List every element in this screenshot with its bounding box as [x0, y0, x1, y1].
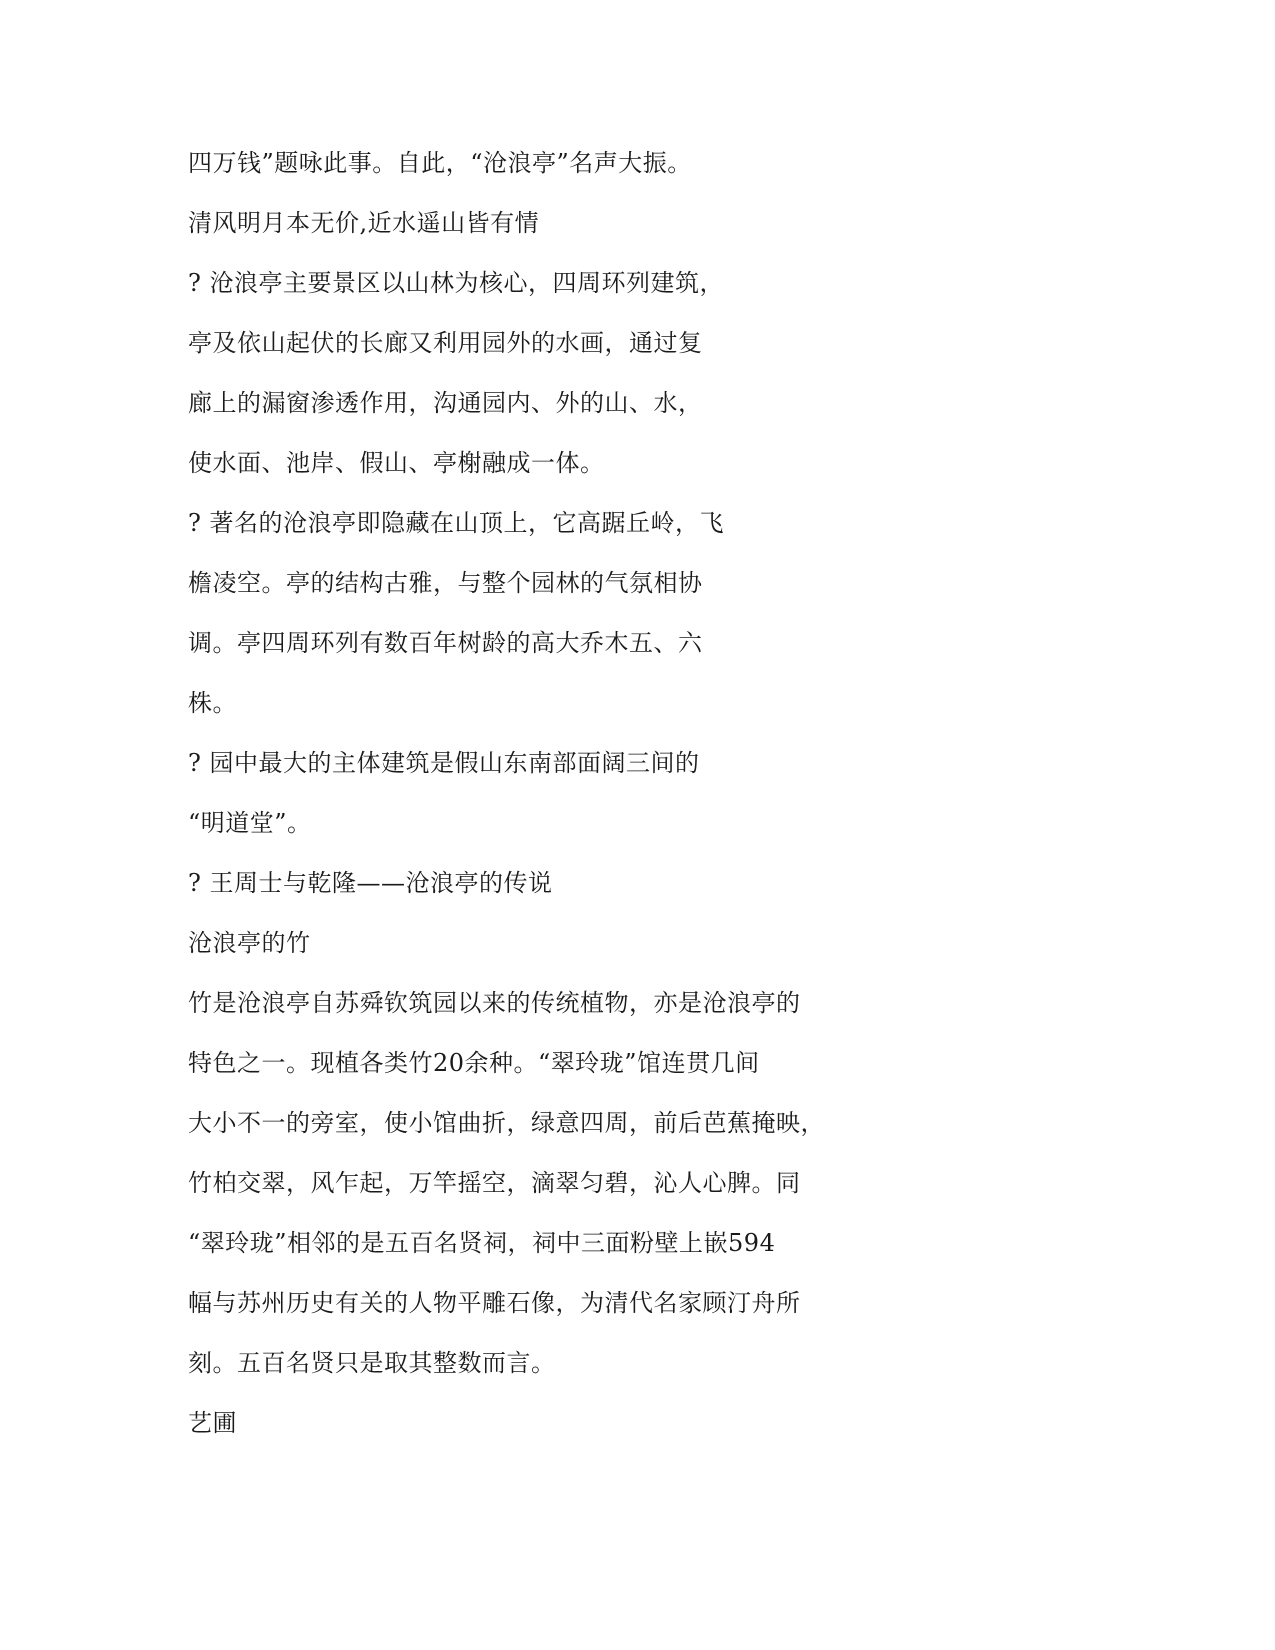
- text-line: ? 沧浪亭主要景区以山林为核心，四周环列建筑，: [188, 269, 724, 297]
- text-line: 刻。五百名贤只是取其整数而言。: [188, 1349, 556, 1377]
- text-line: 廊上的漏窗渗透作用，沟通园内、外的山、水，: [188, 389, 703, 417]
- text-line: 竹是沧浪亭自苏舜钦筑园以来的传统植物，亦是沧浪亭的: [188, 989, 801, 1017]
- text-line: 大小不一的旁室，使小馆曲折，绿意四周，前后芭蕉掩映，: [188, 1109, 825, 1137]
- section-heading: 艺圃: [188, 1409, 237, 1437]
- text-line: “明道堂”。: [188, 809, 312, 837]
- text-line: ? 王周士与乾隆——沧浪亭的传说: [188, 869, 553, 897]
- text-line: “翠玲珑”相邻的是五百名贤祠，祠中三面粉壁上嵌594: [188, 1229, 776, 1257]
- text-line: 竹柏交翠，风乍起，万竿摇空，滴翠匀碧，沁人心脾。同: [188, 1169, 801, 1197]
- document-body: [188, 145, 1088, 1465]
- text-line: 檐凌空。亭的结构古雅，与整个园林的气氛相协: [188, 569, 703, 597]
- text-line: 株。: [188, 689, 237, 717]
- section-heading: 沧浪亭的竹: [188, 929, 311, 957]
- text-line: 调。亭四周环列有数百年树龄的高大乔木五、六: [188, 629, 703, 657]
- text-line: 四万钱”题咏此事。自此，“沧浪亭”名声大振。: [188, 149, 692, 177]
- text-line: 亭及依山起伏的长廊又利用园外的水画，通过复: [188, 329, 703, 357]
- text-line: 特色之一。现植各类竹20余种。“翠玲珑”馆连贯几间: [188, 1049, 760, 1077]
- text-line: 使水面、池岸、假山、亭榭融成一体。: [188, 449, 605, 477]
- text-line: 幅与苏州历史有关的人物平雕石像，为清代名家顾汀舟所: [188, 1289, 801, 1317]
- text-line: ? 著名的沧浪亭即隐藏在山顶上，它高踞丘岭，飞: [188, 509, 724, 537]
- text-line: ? 园中最大的主体建筑是假山东南部面阔三间的: [188, 749, 700, 777]
- section-heading: 清风明月本无价,近水遥山皆有情: [188, 209, 540, 237]
